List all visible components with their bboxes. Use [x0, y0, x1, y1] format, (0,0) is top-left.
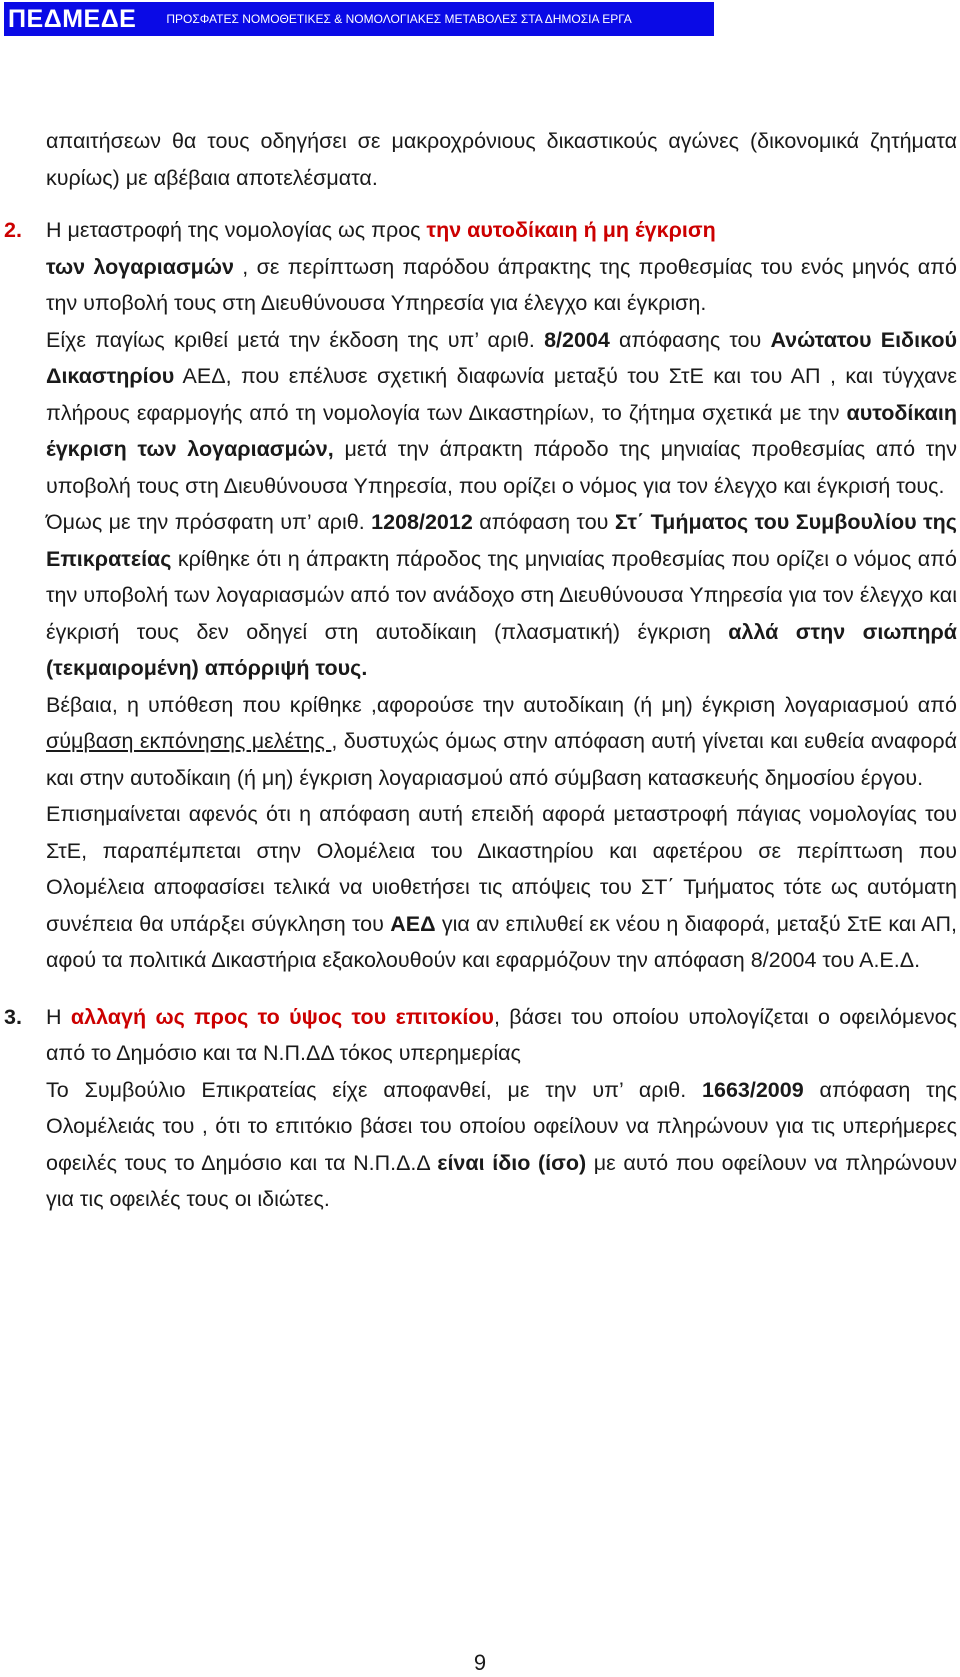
court-section: Στ΄ Τμήματος του Συμβουλίου της Επικρατείας: [46, 510, 957, 571]
item-2-paragraph-1: [46, 322, 957, 505]
text-run: Βέβαια, η υπόθεση που κρίθηκε ,αφορούσε την αυτοδίκαιη (ή μη) έγκριση λογαριασμού από: [46, 692, 957, 717]
decision-number: 8/2004: [544, 327, 610, 352]
item-3-heading: [46, 999, 957, 1072]
court-name: Ανώτατου Ειδικού Δικαστηρίου: [46, 327, 957, 388]
header-subtitle: ΠΡΟΣΦΑΤΕΣ ΝΟΜΟΘΕΤΙΚΕΣ & ΝΟΜΟΛΟΓΙΑΚΕΣ ΜΕΤΑΒΟΛΕΣ ΣΤΑ ΔΗΜΟΣΙΑ ΕΡΓΑ: [166, 12, 632, 26]
highlight-red: την αυτοδίκαιη ή μη έγκριση: [426, 218, 716, 242]
bold-text: των λογαριασμών: [46, 254, 234, 279]
item-3: [4, 999, 958, 1218]
item-2-paragraph-4: [46, 796, 957, 979]
text-run: Η: [46, 1004, 71, 1029]
text-run: , δυστυχώς όμως στην απόφαση αυτή γίνεται και ευθεία αναφορά και στην αυτοδίκαιη (ή μη) έγκριση λογαριασμού από σύμβαση κατασκευής δημοσίου έργου.: [46, 729, 957, 790]
decision-number: 1663/2009: [702, 1077, 804, 1102]
highlight-red: αλλαγή ως προς το ύψος του επιτοκίου: [70, 1004, 494, 1029]
intro-text: απαιτήσεων θα τους οδηγήσει σε μακροχρόνιους δικαστικούς αγώνες (δικονομικά ζητήματα κυρίως) με αβέβαια αποτελέσματα.: [46, 129, 957, 190]
text-run: , βάσει του οποίου υπολογίζεται ο οφειλόμενος από το Δημόσιο και τα Ν.Π.ΔΔ τόκος υπερημερίας: [46, 1004, 957, 1065]
document-body: [4, 123, 958, 1218]
text-run: ΑΕΔ, που επέλυσε σχετική διαφωνία μεταξύ του ΣτΕ και του ΑΠ , και τύγχανε πλήρους εφαρμογής από τη νομολογία των Δικαστηρίων, το ζήτημα σχετικά με την: [46, 364, 957, 425]
text-run: Είχε παγίως κριθεί μετά την έκδοση της υπ’ αριθ.: [46, 327, 545, 352]
bold-text: είναι ίδιο (ίσο): [437, 1150, 587, 1175]
text-run: απόφαση της Ολομέλειάς του , ότι το επιτόκιο βάσει του οποίου οφείλουν να πληρώνουν για τις υπερήμερες οφειλές τους το Δημόσιο και τα Ν.Π.Δ.Δ: [46, 1077, 957, 1175]
item-3-number: 3.: [4, 1004, 22, 1029]
bold-text: αυτοδίκαιη έγκριση των λογαριασμών,: [46, 400, 957, 461]
text-run: για αν επιλυθεί εκ νέου η διαφορά, μεταξύ ΣτΕ και ΑΠ, αφού τα πολιτικά Δικαστήρια εξακολουθούν και εφαρμόζουν την απόφαση 8/2004 του Α.Ε.Δ.: [46, 911, 957, 972]
text-run: απόφασης του: [609, 327, 771, 352]
bold-text: αλλά στην σιωπηρά (τεκμαιρομένη) απόρριψή τους.: [46, 619, 957, 680]
page-number: 9: [473, 1650, 487, 1675]
text-run: με αυτό που οφείλουν να πληρώνουν για τις οφειλές τους οι ιδιώτες.: [46, 1150, 958, 1211]
header-banner: [4, 2, 714, 36]
item-2-heading: [46, 212, 957, 322]
item-2-number: 2.: [4, 218, 22, 242]
text-run: Όμως με την πρόσφατη υπ’ αριθ.: [46, 510, 372, 534]
bold-text: ΑΕΔ: [390, 911, 436, 936]
text-run: κρίθηκε ότι η άπρακτη πάροδος της μηνιαίας προθεσμίας που ορίζει ο νόμος από την υποβολή των λογαριασμών από τον ανάδοχο στη Διευθύνουσα Υπηρεσία για τον έλεγχο και έγκρισή τους δεν οδηγεί στη αυτοδίκαιη (πλασματική) έγκριση: [46, 546, 957, 644]
text-run: μετά την άπρακτη πάροδο της μηνιαίας προθεσμίας από την υποβολή τους στη Διευθύνουσα Υπηρεσία, που ορίζει ο νόμος για τον έλεγχο και έγκρισή τους.: [46, 437, 957, 498]
item-2-paragraph-2: [46, 504, 957, 687]
item-2-paragraph-3: [46, 687, 957, 797]
decision-number: 1208/2012: [371, 510, 473, 534]
item-2: [4, 212, 957, 979]
intro-paragraph: [46, 123, 957, 196]
underlined-text: σύμβαση εκπόνησης μελέτης: [46, 729, 332, 753]
text-run: Επισημαίνεται αφενός ότι η απόφαση αυτή επειδή αφορά μεταστροφή πάγιας νομολογίας του ΣτΕ, παραπέμπεται στην Ολομέλεια του Δικαστηρίου και αφετέρου σε περίπτωση που Ολομέλεια αποφασίσει τελικά να υιοθετήσει τις απόψεις του ΣΤ΄ Τμήματος τότε ως αυτόματη συνέπεια θα υπάρξει σύγκληση του: [46, 802, 957, 936]
text-run: , σε περίπτωση παρόδου άπρακτης της προθεσμίας του ενός μηνός από την υποβολή τους στη Διευθύνουσα Υπηρεσία για έλεγχο και έγκριση.: [46, 254, 957, 315]
text-run: Η μεταστροφή της νομολογίας ως προς: [46, 218, 427, 242]
text-run: απόφαση του: [472, 510, 615, 534]
text-run: Το Συμβούλιο Επικρατείας είχε αποφανθεί, με την υπ’ αριθ.: [46, 1077, 703, 1102]
publisher-logo: ΠΕΔΜΕΔΕ: [8, 5, 137, 33]
item-3-paragraph-1: [46, 1072, 957, 1218]
